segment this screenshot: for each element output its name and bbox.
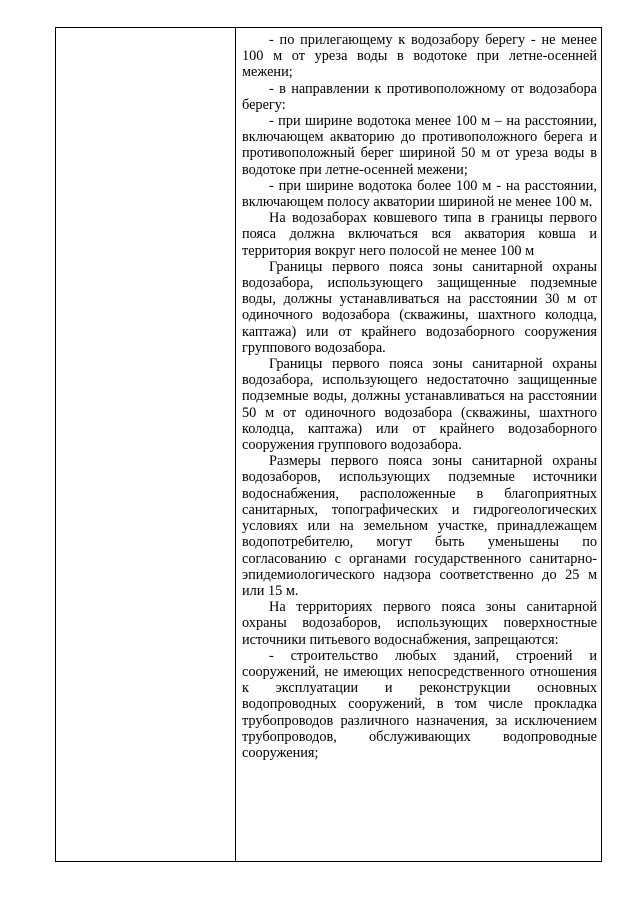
paragraph: На водозаборах ковшевого типа в границы первого пояса должна включаться вся акватория ковша и территория вокруг него полосой не менее 100 м (242, 210, 597, 259)
paragraph: - при ширине водотока более 100 м - на расстоянии, включающем полосу акватории шириной не менее 100 м. (242, 177, 597, 211)
paragraph: Размеры первого пояса зоны санитарной охраны водозаборов, использующих подземные источники водоснабжения, расположенные в благоприятных санитарных, топографических и гидрогеологических условиях или на земельном участке, принадлежащем водопотребителю, могут быть уменьшены по согласованию с органами государственного санитарно-эпидемиологического надзора соответственно до 25 м или 15 м. (242, 453, 597, 599)
paragraph: - по прилегающему к водозабору берегу - не менее 100 м от уреза воды в водотоке при летне-осенней межени; (242, 32, 597, 81)
paragraph: - в направлении к противоположному от водозабора берегу: (242, 80, 597, 113)
paragraph: - строительство любых зданий, строений и сооружений, не имеющих непосредственного отношения к эксплуатации и реконструкции основных водопроводных сооружений, в том числе прокладка трубопроводов различного назначения, за исключением трубопроводов, обслуживающих водопроводные сооружения; (242, 647, 597, 761)
paragraph: На территориях первого пояса зоны санитарной охраны водозаборов, использующих поверхностные источники питьевого водоснабжения, запрещаются: (242, 599, 597, 648)
paragraph: Границы первого пояса зоны санитарной охраны водозабора, использующего защищенные подземные воды, должны устанавливаться на расстоянии 30 м от одиночного водозабора (скважины, шахтного колодца, каптажа) или от крайнего водозаборного сооружения группового водозабора. (242, 258, 597, 356)
paragraph: Границы первого пояса зоны санитарной охраны водозабора, использующего недостаточно защищенные подземные воды, должны устанавливаться на расстоянии 50 м от одиночного водозабора (скважины, шахтного колодца, каптажа) или от крайнего водозаборного сооружения группового водозабора. (242, 356, 597, 454)
paragraph: - при ширине водотока менее 100 м – на расстоянии, включающем акваторию до противоположного берега и противоположный берег шириной 50 м от уреза воды в водотоке при летне-осенней межени; (242, 113, 597, 178)
table-right-cell (236, 28, 601, 861)
document-table (55, 27, 602, 862)
table-left-cell (56, 28, 236, 861)
